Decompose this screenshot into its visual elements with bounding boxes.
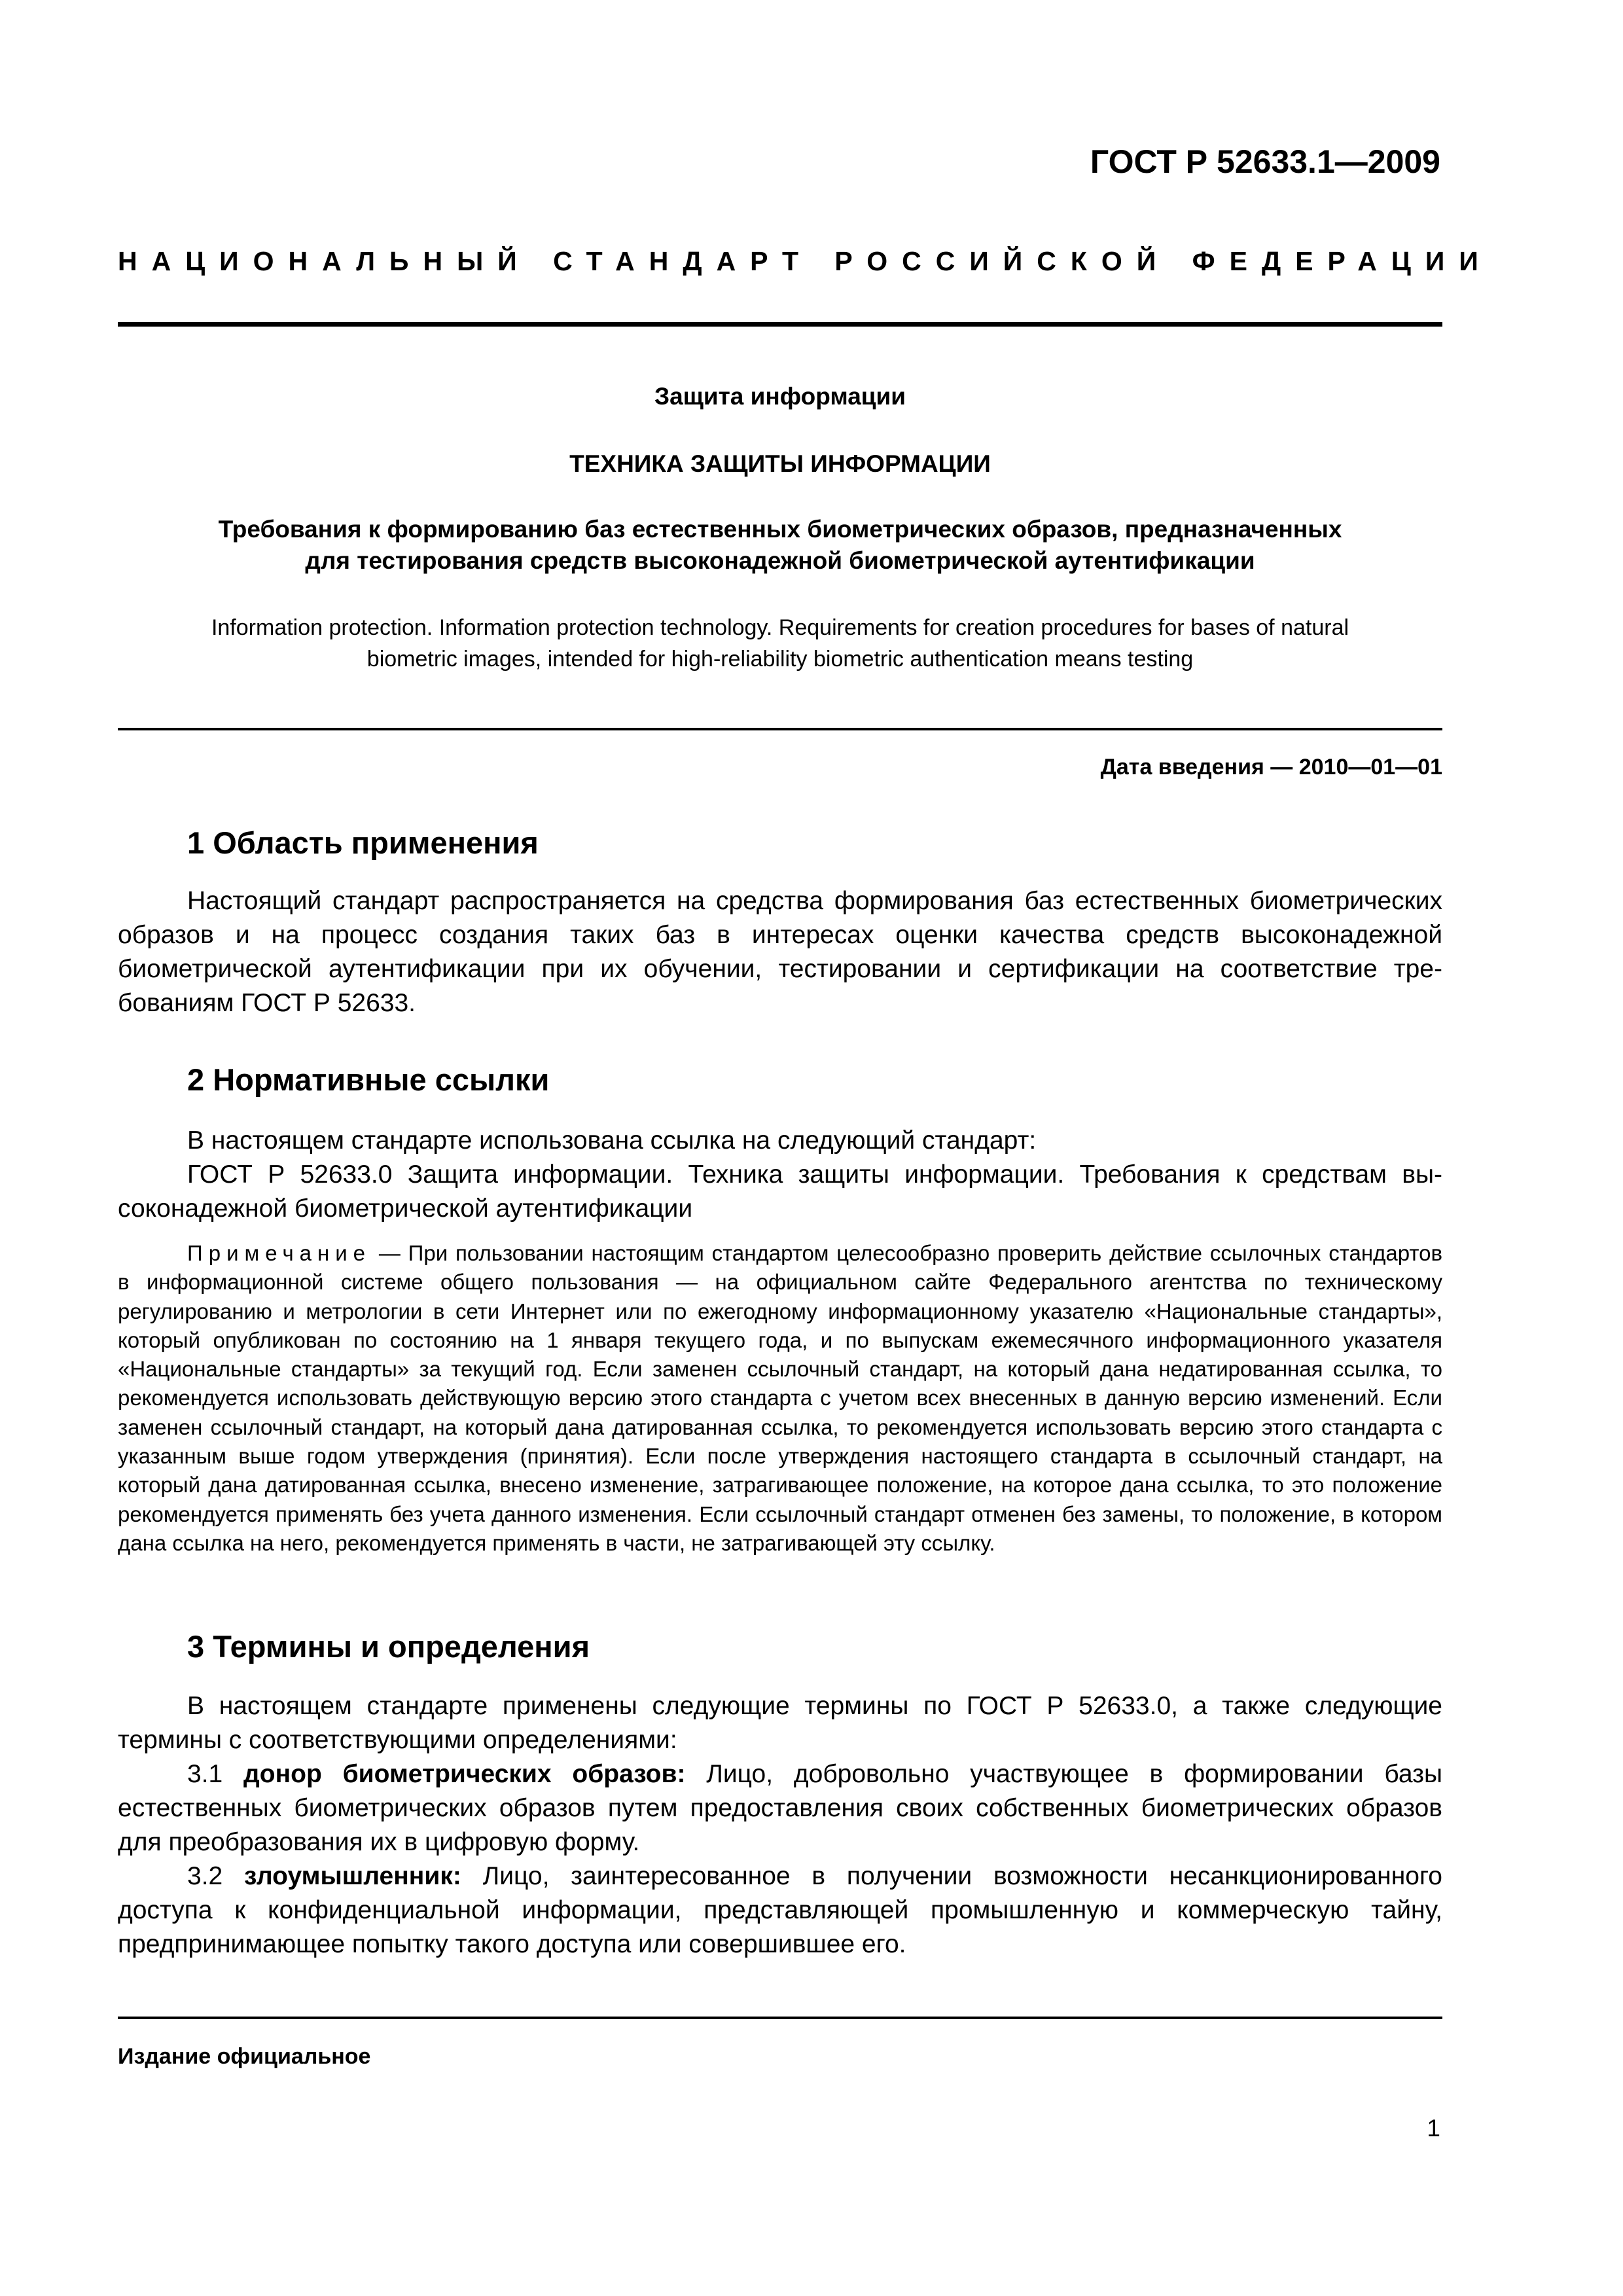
section2-note (118, 1239, 1442, 1558)
title-requirements-line1: Требования к формированию баз естественных биометрических образов, предназначенных (218, 516, 1342, 543)
introduction-date: Дата введения — 2010—01—01 (1100, 755, 1442, 780)
term-3-1-definition: Лицо, добровольно участвующее в формировании базы естественных биометрических образов путем предоставления своих собственных биометрических образов для преобразования их в цифровую форму. (118, 1760, 1442, 1856)
title-requirements-line2: для тестирования средств высоконадежной биометрической аутентификации (305, 547, 1255, 574)
document-number: ГОСТ Р 52633.1—2009 (1090, 143, 1440, 180)
section3-intro: В настоящем стандарте применены следующие термины по ГОСТ Р 52633.0, а также следующие термины с соответствующими определениями: (118, 1692, 1442, 1754)
term-3-1-name: донор биометрических образов: (243, 1760, 686, 1788)
header-divider (118, 322, 1442, 327)
section2-reference: ГОСТ Р 52633.0 Защита информации. Техника защиты информации. Требования к средствам высоконадежной биометрической аутентификации (118, 1160, 1442, 1223)
title-english-line1: Information protection. Information protection technology. Requirements for creation procedures for bases of natural (211, 615, 1349, 640)
note-label: Примечание (187, 1241, 372, 1265)
title-sub: ТЕХНИКА ЗАЩИТЫ ИНФОРМАЦИИ (569, 450, 991, 477)
note-text: — При пользовании настоящим стандартом целесообразно проверить действие ссылочных стандартов в информационной системе общего пользования — на официальном сайте Федерального агентства по техническому регулированию и метрологии в сети Интернет или по ежегодному информационному указателю «Национальные стандарты», который опубликован по состоянию на 1 января текущего года, и по выпускам ежемесячного информационного указателя «Национальные стандарты» за текущий год. Если заменен ссылочный стандарт, на который дана недатированная ссылка, то рекомендуется использовать действующую версию этого стандарта с учетом всех внесенных в данную версию изменений. Если заменен ссылочный стандарт, на который дана датированная ссылка, то рекомендуется использовать версию этого стандарта с указанным выше годом утверждения (принятия). Если после утверждения настоящего стандарта в ссылочный стандарт, на который дана датированная ссылка, внесено изменение, затрагивающее положение, на которое дана ссылка, то это положение рекомендуется применять без учета данного изменения. Если ссылочный стандарт отменен без замены, то положение, в котором дана ссылка на него, рекомендуется применять в части, не затрагивающей эту ссылку. (118, 1241, 1442, 1555)
section2-reference-paragraph (118, 1158, 1442, 1226)
section2-heading: 2 Нормативные ссылки (187, 1062, 550, 1097)
section2-intro-paragraph (118, 1124, 1442, 1158)
footer-divider (118, 2017, 1442, 2019)
section1-paragraph (118, 884, 1442, 1020)
term-3-2 (118, 1859, 1442, 1962)
title-divider (118, 728, 1442, 730)
section1-text: Настоящий стандарт распространяется на средства формирования баз естественных биометрических образов и на процесс создания таких баз в интересах оценки качества средств высоконадежной биометрической аутентификации при их обучении, тестировании и сертификации на соответствие требованиям ГОСТ Р 52633. (118, 887, 1442, 1017)
title-english (118, 612, 1442, 675)
term-3-1 (118, 1757, 1442, 1859)
section3-heading: 3 Термины и определения (187, 1629, 590, 1664)
title-requirements (118, 514, 1442, 577)
section1-heading: 1 Область применения (187, 825, 539, 860)
term-3-2-number: 3.2 (187, 1862, 223, 1890)
page-number: 1 (1427, 2115, 1440, 2142)
standard-banner: НАЦИОНАЛЬНЫЙ СТАНДАРТ РОССИЙСКОЙ ФЕДЕРАЦИИ (118, 246, 1493, 276)
section2-intro: В настоящем стандарте использована ссылка на следующий стандарт: (187, 1126, 1037, 1155)
title-main: Защита информации (654, 383, 906, 410)
section3-intro-paragraph (118, 1689, 1442, 1757)
term-3-2-name: злоумышленник: (244, 1862, 461, 1890)
title-english-line2: biometric images, intended for high-reliability biometric authentication means testing (366, 647, 1194, 672)
edition-label: Издание официальное (118, 2044, 371, 2069)
term-3-2-definition: Лицо, заинтересованное в получении возможности несанкционированного доступа к конфиденциальной информации, представляющей промышленную и коммерческую тайну, предпринимающее попытку такого доступа или совершившее его. (118, 1862, 1442, 1958)
term-3-1-number: 3.1 (187, 1760, 223, 1788)
